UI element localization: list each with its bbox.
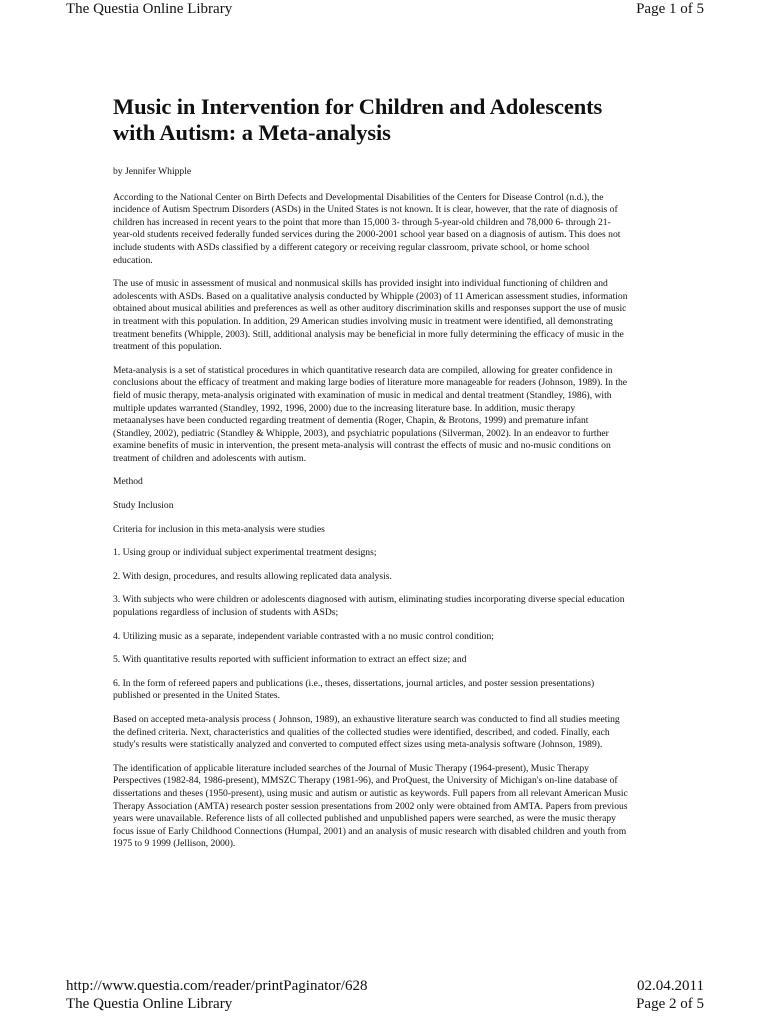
page-header — [66, 0, 704, 18]
paragraph: Meta-analysis is a set of statistical procedures in which quantitative research data are compiled, allowing for greater confidence in conclusions about the efficacy of treatment and making large bodies of literature more manageable for readers (Johnson, 1989). In the field of music therapy, meta-analysis originated with examination of music in medical and dental treatment (Standley, 1986), with multiple updates warranted (Standley, 1992, 1996, 2000) due to the increasing literature base. In addition, music therapy metaanalyses have been conducted regarding treatment of dementia (Roger, Chapin, & Brotons, 1999) and premature infant (Standley, 2002), pediatric (Standley & Whipple, 2003), and psychiatric populations (Silverman, 2002). In an endeavor to further examine benefits of music in intervention, the present meta-analysis will contrast the effects of music and no-music conditions on treatment of children and adolescents with autism. — [113, 364, 628, 464]
paragraph: Based on accepted meta-analysis process ( Johnson, 1989), an exhaustive literature search was conducted to find all studies meeting the defined criteria. Next, characteristics and qualities of the collected studies were identified, described, and coded. Finally, each study's results were statistically analyzed and converted to computed effect sizes using meta-analysis software (Johnson, 1989). — [113, 714, 620, 751]
criteria-item: 4. Utilizing music as a separate, independent variable contrasted with a no music control condition; — [113, 630, 494, 642]
footer-date: 02.04.2011 — [637, 978, 704, 994]
footer-site-name: The Questia Online Library — [66, 996, 233, 1012]
footer-page-number: Page 2 of 5 — [636, 996, 704, 1012]
article — [113, 94, 628, 862]
criteria-item: 2. With design, procedures, and results allowing replicated data analysis. — [113, 570, 392, 582]
footer-url-link[interactable]: http://www.questia.com/reader/printPaginator/628 — [66, 978, 368, 994]
header-site-name: The Questia Online Library — [66, 1, 233, 17]
page-footer-site-row — [66, 995, 704, 1013]
criteria-item: 1. Using group or individual subject experimental treatment designs; — [113, 547, 377, 559]
header-page-number: Page 1 of 5 — [636, 1, 704, 17]
article-title: Music in Intervention for Children and Adolescents with Autism: a Meta-analysis — [113, 94, 603, 145]
criteria-item: 5. With quantitative results reported with sufficient information to extract an effect size; and — [113, 654, 467, 666]
article-byline: by Jennifer Whipple — [113, 166, 192, 177]
paragraph: According to the National Center on Birth Defects and Developmental Disabilities of the Centers for Disease Control (n.d.), the incidence of Autism Spectrum Disorders (ASDs) in the United States is not known. It is clear, however, that the rate of diagnosis of children has increased in recent years to the point that more than 15,000 3- through 5-year-old children and 78,000 6- through 21-year-old students received federally funded services during the 2000-2001 school year based on a diagnosis of autism. This does not include students with ASDs classified by a different category or receiving regular classroom, private school, or home school education. — [113, 191, 621, 266]
criteria-item: 6. In the form of refereed papers and publications (i.e., theses, dissertations, journal articles, and poster session presentations) published or presented in the United States. — [113, 677, 595, 702]
section-heading-method: Method — [113, 476, 143, 488]
subsection-heading-study-inclusion: Study Inclusion — [113, 500, 174, 512]
criteria-item: 3. With subjects who were children or adolescents diagnosed with autism, eliminating studies incorporating diverse special education populations regardless of inclusion of students with ASDs; — [113, 594, 625, 619]
paragraph: The identification of applicable literature included searches of the Journal of Music Therapy (1964-present), Music Therapy Perspectives (1982-84, 1986-present), MMSZC Therapy (1981-96), and ProQuest, the University of Michigan's on-line database of dissertations and theses (1950-present), using music and autism or autistic as keywords. Full papers from all relevant American Music Therapy Association (AMTA) research poster session presentations from 2002 only were obtained from AMTA. Papers from previous years were unavailable. Reference lists of all collected published and unpublished papers were searched, as were the music therapy focus issue of Early Childhood Connections (Humpal, 2001) and an analysis of music research with disabled children and youth from 1975 to 9 1999 (Jellison, 2000). — [113, 762, 628, 850]
paragraph: The use of music in assessment of musical and nonmusical skills has provided insight into individual functioning of children and adolescents with ASDs. Based on a qualitative analysis conducted by Whipple (2003) of 11 American assessment studies, information obtained about musical abilities and preferences as well as other auditory discrimination skills and responses support the use of music in treatment with this population. In addition, 29 American studies involving music in treatment were identified, all demonstrating treatment benefits (Whipple, 2003). Still, additional analysis may be beneficial in more fully determining the efficacy of music in the treatment of this population. — [113, 278, 628, 353]
page-footer-url-row — [66, 977, 704, 995]
paragraph: Criteria for inclusion in this meta-analysis were studies — [113, 523, 325, 535]
